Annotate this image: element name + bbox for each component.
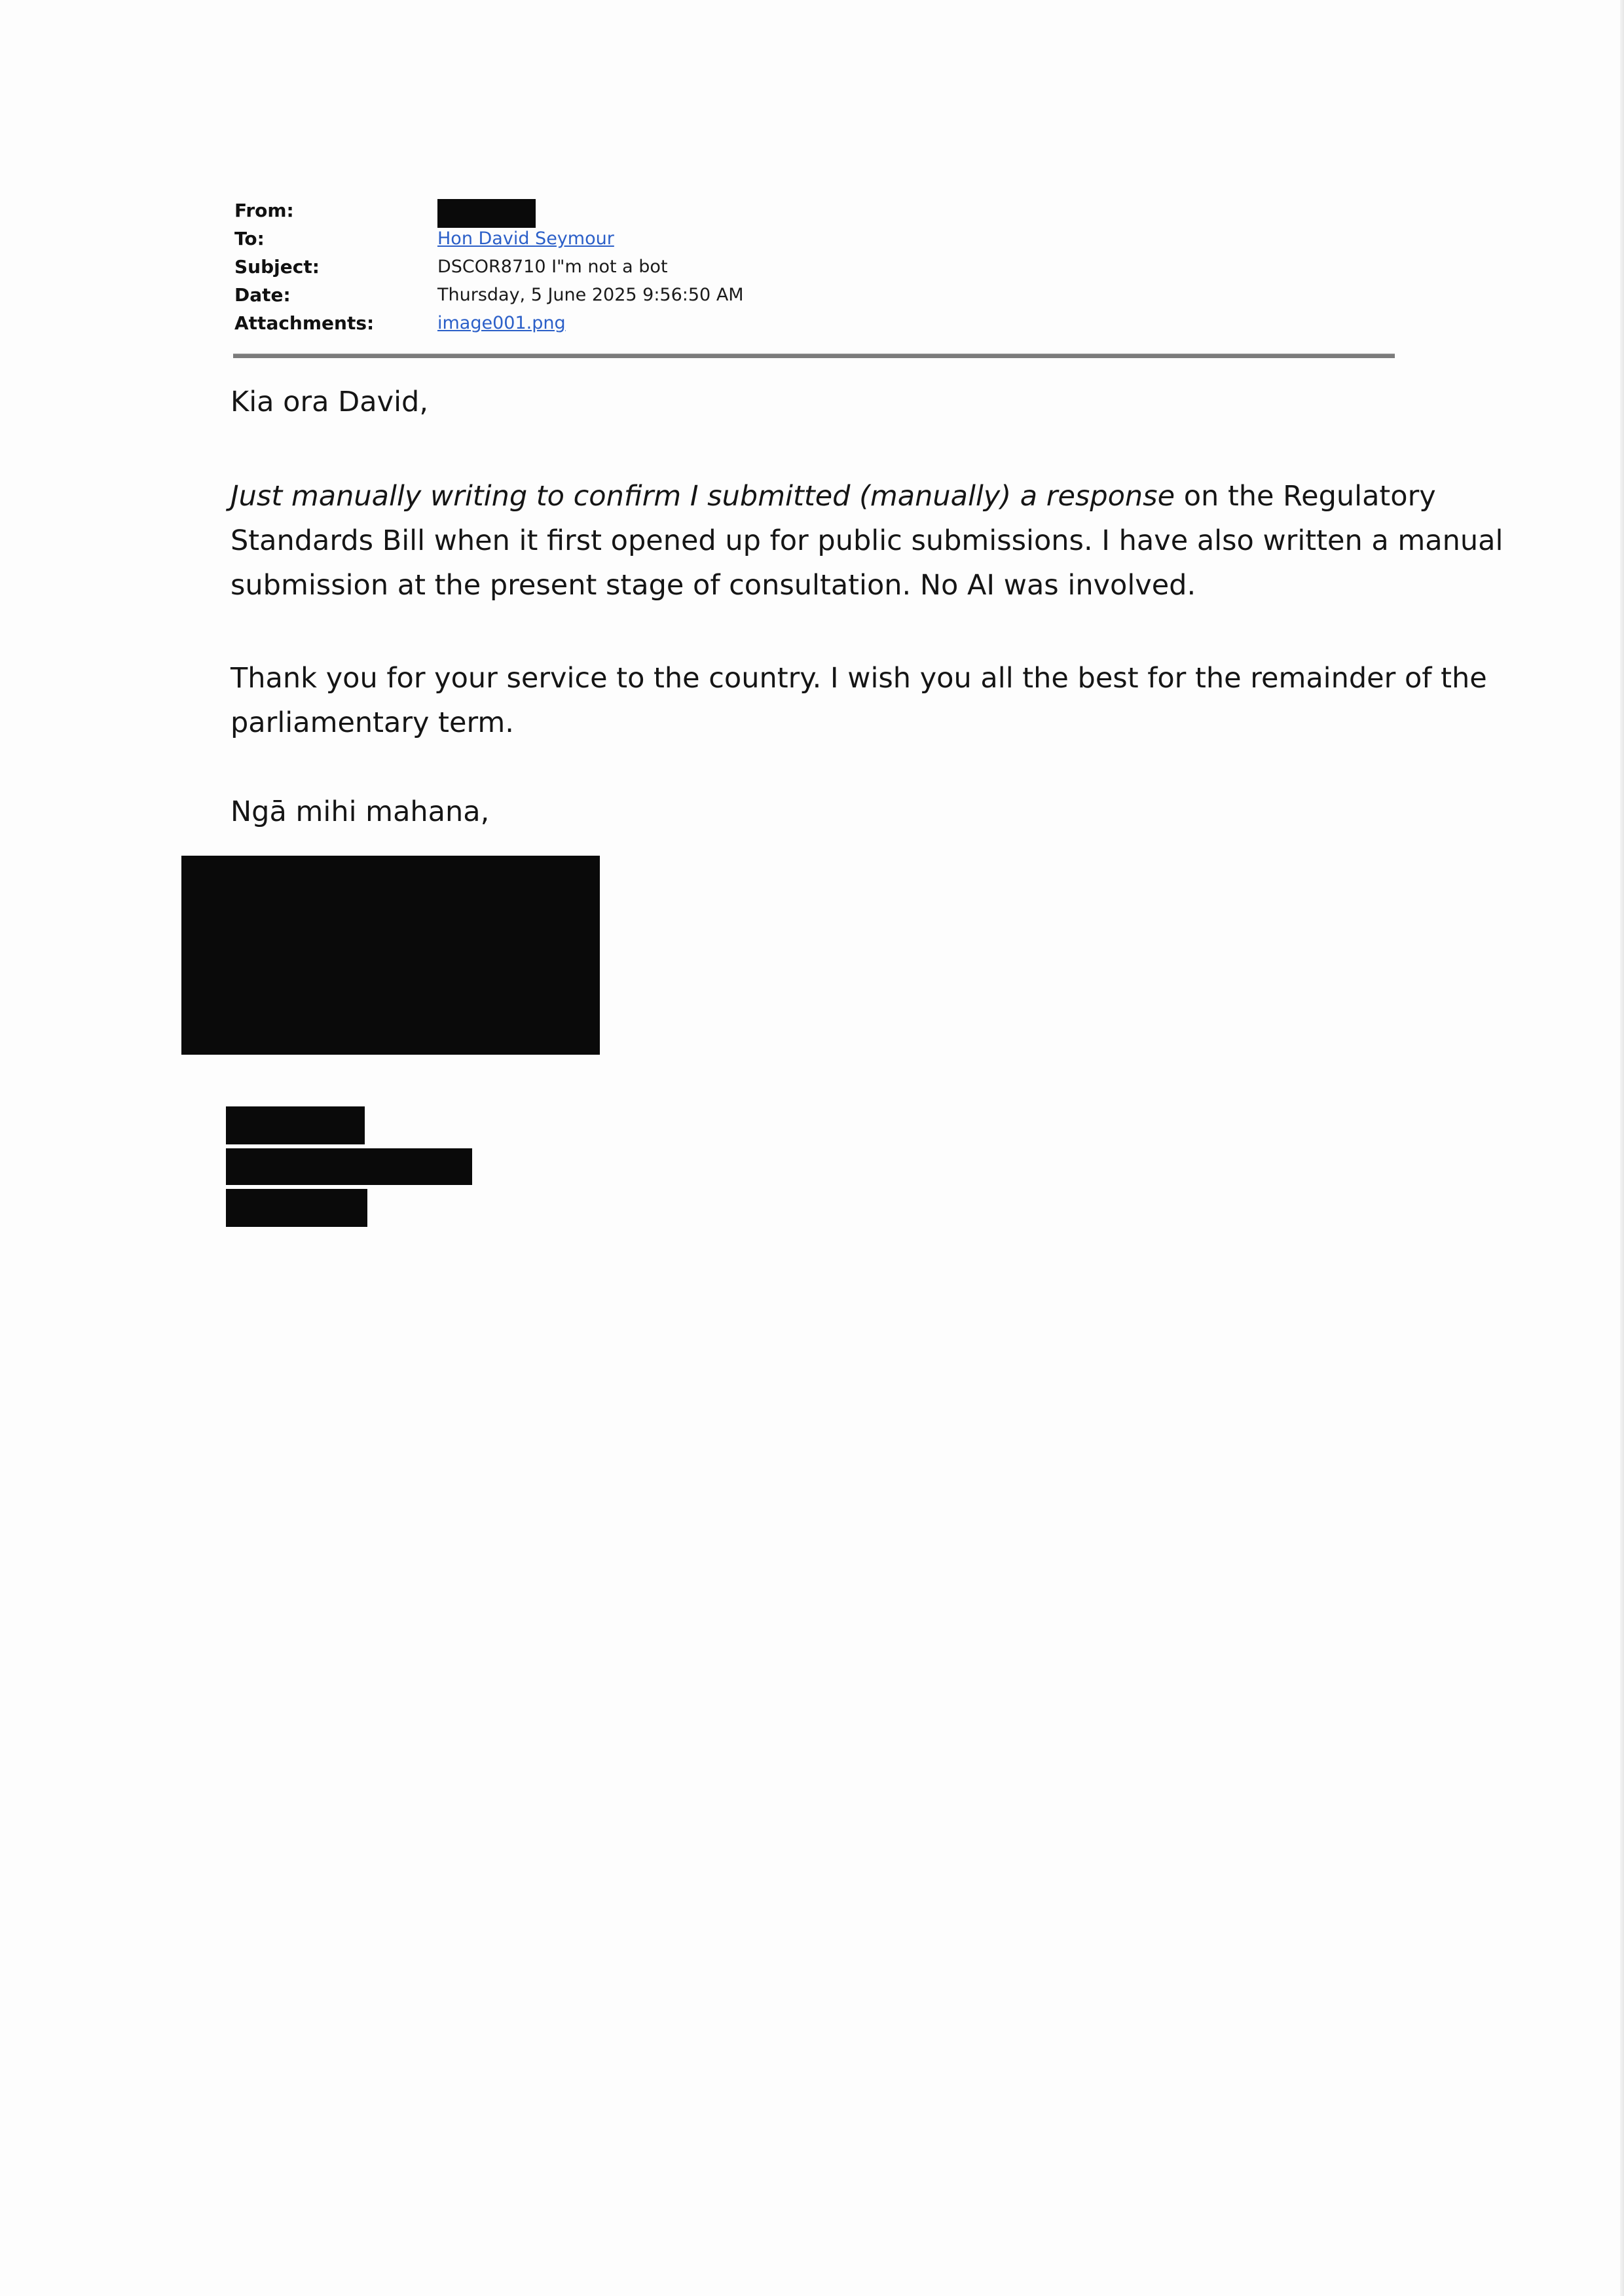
contact-redaction-3	[226, 1189, 367, 1227]
to-row	[234, 225, 1393, 253]
subject-value: DSCOR8710 I"m not a bot	[437, 257, 668, 277]
body-paragraph-1-line-1	[231, 474, 1436, 519]
attachment-link[interactable]: image001.png	[437, 313, 566, 333]
to-label: To:	[234, 228, 265, 249]
attachments-row	[234, 309, 1393, 337]
subject-row	[234, 253, 1393, 281]
date-value: Thursday, 5 June 2025 9:56:50 AM	[437, 285, 744, 305]
header-divider	[233, 354, 1395, 358]
contact-redaction-2	[226, 1148, 472, 1185]
attachments-label: Attachments:	[234, 312, 375, 334]
contact-redaction-1	[226, 1106, 365, 1144]
from-label: From:	[234, 200, 294, 221]
body-paragraph-2-line-1: Thank you for your service to the country. I wish you all the best for the remainder of the	[231, 662, 1487, 695]
to-link[interactable]: Hon David Seymour	[437, 228, 614, 249]
signature-redaction	[181, 856, 600, 1055]
subject-label: Subject:	[234, 256, 320, 278]
greeting: Kia ora David,	[231, 386, 428, 418]
date-row	[234, 281, 1393, 309]
sign-off: Ngā mihi mahana,	[231, 795, 490, 828]
body-paragraph-1-line-2: Standards Bill when it first opened up for public submissions. I have also written a manual	[231, 524, 1504, 557]
italic-phrase: Just manually writing to confirm I submitted (manually) a response	[231, 480, 1175, 513]
body-paragraph-1-line-3: submission at the present stage of consultation. No AI was involved.	[231, 569, 1196, 602]
from-redaction	[437, 199, 536, 228]
date-label: Date:	[234, 284, 291, 306]
email-header	[234, 196, 1393, 337]
body-paragraph-1	[231, 474, 1504, 608]
from-row	[234, 196, 1393, 225]
line-1-rest: on the Regulatory	[1175, 480, 1436, 513]
body-paragraph-2-line-2: parliamentary term.	[231, 706, 514, 739]
scan-edge	[1620, 0, 1624, 2296]
body-paragraph-2	[231, 656, 1487, 745]
